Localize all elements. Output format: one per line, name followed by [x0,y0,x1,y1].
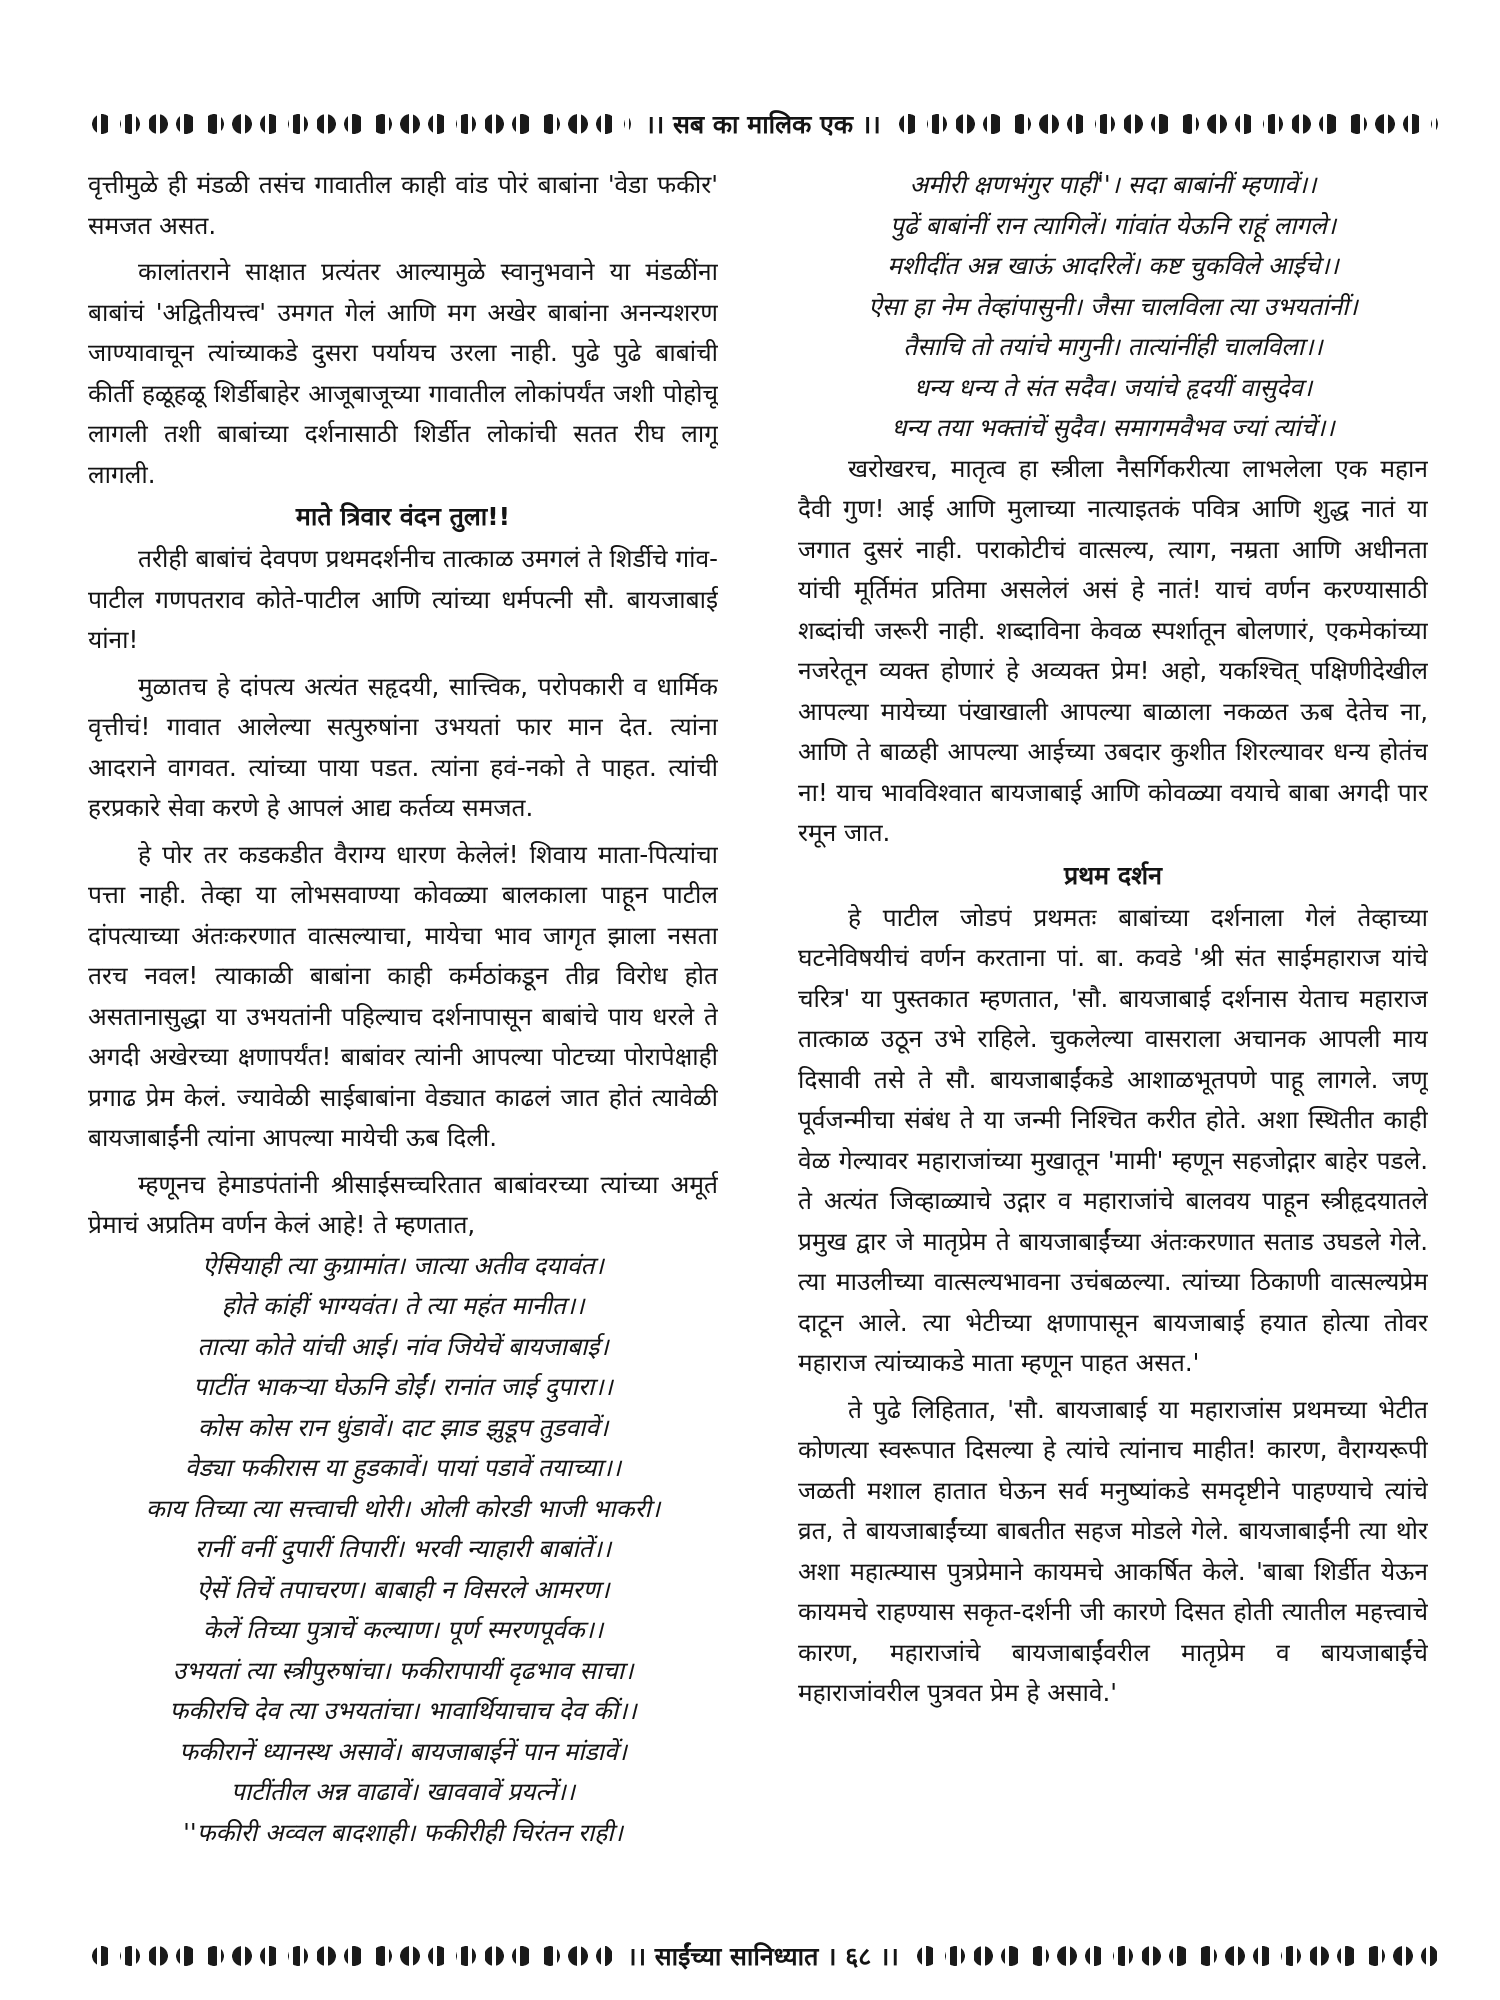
left-column [88,165,718,1925]
footer-ornament-left [88,1945,613,1967]
poem-line: अमीरी क्षणभंगुर पाहीं''। सदा बाबांनीं म्हणावें।। [909,170,1317,199]
left-paragraph-5: हे पोर तर कडकडीत वैराग्य धारण केलेलं! शिवाय माता-पित्यांचा पत्ता नाही. तेव्हा या लोभसवाण्या कोवळ्या बालकाला पाहून पाटील दांपत्याच्या अंतःकरणात वात्सल्याचा, मायेचा भाव जागृत झाला नसता तरच नवल! त्याकाळी बाबांना काही कर्मठांकडून तीव्र विरोध होत असतानासुद्धा या उभयतांनी पहिल्याच दर्शनापासून बाबांचे पाय धरले ते अगदी अखेरच्या क्षणापर्यंत! बाबांवर त्यांनी आपल्या पोटच्या पोरापेक्षाही प्रगाढ प्रेम केलं. ज्यावेळी साईबाबांना वेड्यात काढलं जात होतं त्यावेळी बायजाबाईंनी त्यांना आपल्या मायेची ऊब दिली. [88,839,718,1152]
right-paragraph-3: ते पुढे लिहितात, 'सौ. बायजाबाई या महाराजांस प्रथमच्या भेटीत कोणत्या स्वरूपात दिसल्या हे त्यांचे त्यांनाच माहीत! कारण, वैराग्यरूपी जळती मशाल हातात घेऊन सर्व मनुष्यांकडे समदृष्टीने पाहण्याचे त्यांचे व्रत, ते बायजाबाईंच्या बाबतीत सहज मोडले गेले. बायजाबाईंनी त्या थोर अशा महात्म्यास पुत्रप्रेमाने कायमचे आकर्षित केले. 'बाबा शिर्डीत येऊन कायमचे राहण्यास सकृत-दर्शनी जी कारणे दिसत होती त्यातील महत्त्वाचे कारण, महाराजांचे बायजाबाईंवरील मातृप्रेम व बायजाबाईंचे महाराजांवरील पुत्रवत प्रेम हे असावे.' [798,1394,1428,1707]
poem-line: पाटींत भाकऱ्या घेऊनि डोईं। रानांत जाई दुपारा।। [193,1372,613,1401]
section-heading-mother: माते त्रिवार वंदन तुला!! [295,502,511,531]
left-paragraph-3: तरीही बाबांचं देवपण प्रथमदर्शनीच तात्काळ उमगलं ते शिर्डीचे गांव-पाटील गणपतराव कोते-पाटील आणि त्यांच्या धर्मपत्नी सौ. बायजाबाई यांना! [88,544,718,654]
poem-line: मशीदींत अन्न खाऊं आदरिलें। कष्ट चुकविले आईचे।। [887,251,1339,280]
left-poem [88,1246,718,1854]
poem-line: उभयतां त्या स्त्रीपुरुषांचा। फकीरापायीं दृढभाव साचा। [172,1655,634,1685]
poem-line: पुढें बाबांनीं रान त्यागिलें। गांवांत येऊनि राहूं लागले। [890,210,1336,240]
left-paragraph-1: वृत्तीमुळे ही मंडळी तसंच गावातील काही वांड पोरं बाबांना 'वेडा फकीर' समजत असत. [88,170,718,240]
left-paragraph-6: म्हणूनच हेमाडपंतांनी श्रीसाईसच्चरितात बाबांवरच्या त्यांच्या अमूर्त प्रेमाचं अप्रतिम वर्णन केलं आहे! ते म्हणतात, [88,1169,718,1239]
header-ornament-left [88,113,631,135]
poem-line: कोस कोस रान धुंडावें। दाट झाड झुडूप तुडवावें। [197,1412,609,1442]
page-header [88,98,1438,150]
poem-line: रानीं वनीं दुपारीं तिपारीं। भरवी न्याहारी बाबांतें।। [194,1534,612,1563]
poem-line: होते कांहीं भाग्यवंत। ते त्या महंत मानीत।। [221,1291,585,1320]
poem-line: तात्या कोते यांची आई। नांव जियेचें बायजाबाई। [197,1331,609,1361]
header-title: ।। सब का मालिक एक ।। [645,110,881,139]
header-ornament-right [895,113,1438,135]
poem-line: केलें तिच्या पुत्राचें कल्याण। पूर्ण स्मरणपूर्वक।। [202,1615,604,1644]
right-paragraph-2: हे पाटील जोडपं प्रथमतः बाबांच्या दर्शनाला गेलं तेव्हाच्या घटनेविषयीचं वर्णन करताना पां. बा. कवडे 'श्री संत साईमहाराज यांचे चरित्र' या पुस्तकात म्हणतात, 'सौ. बायजाबाई दर्शनास येताच महाराज तात्काळ उठून उभे राहिले. चुकलेल्या वासराला अचानक आपली माय दिसावी तसे ते सौ. बायजाबाईंकडे आशाळभूतपणे पाहू लागले. जणू पूर्वजन्मीचा संबंध ते या जन्मी निश्चित करीत होते. अशा स्थितीत काही वेळ गेल्यावर महाराजांच्या मुखातून 'मामी' म्हणून सहजोद्गार बाहेर पडले. ते अत्यंत जिव्हाळ्याचे उद्गार व महाराजांचे बालवय पाहून स्त्रीहृदयातले प्रमुख द्वार जे मातृप्रेम ते बायजाबाईंच्या अंतःकरणात सताड उघडले गेले. त्या माउलीच्या वात्सल्यभावना उचंबळल्या. त्यांच्या ठिकाणी वात्सल्यप्रेम दाटून आले. त्या भेटीच्या क्षणापासून बायजाबाई हयात होत्या तोवर महाराज त्यांच्याकडे माता म्हणून पाहत असत.' [798,902,1428,1377]
right-paragraph-1: खरोखरच, मातृत्व हा स्त्रीला नैसर्गिकरीत्या लाभलेला एक महान दैवी गुण! आई आणि मुलाच्या नात्याइतकं पवित्र आणि शुद्ध नातं या जगात दुसरं नाही. पराकोटीचं वात्सल्य, त्याग, नम्रता आणि अधीनता यांची मूर्तिमंत प्रतिमा असलेलं असं हे नातं! याचं वर्णन करण्यासाठी शब्दांची जरूरी नाही. शब्दाविना केवळ स्पर्शातून बोलणारं, एकमेकांच्या नजरेतून व्यक्त होणारं हे अव्यक्त प्रेम! अहो, यकश्चित् पक्षिणीदेखील आपल्या मायेच्या पंखाखाली आपल्या बाळाला नकळत ऊब देतेच ना, आणि ते बाळही आपल्या आईच्या उबदार कुशीत शिरल्यावर धन्य होतंच ना! याच भावविश्वात बायजाबाई आणि कोवळ्या वयाचे बाबा अगदी पार रमून जात. [798,453,1428,847]
poem-line: फकीरानें ध्यानस्थ असावें। बायजाबाईनें पान मांडावें। [179,1736,627,1766]
poem-line: ''फकीरी अव्वल बादशाही। फकीरीही चिरंतन राही। [183,1817,623,1847]
left-paragraph-2: कालांतराने साक्षात प्रत्यंतर आल्यामुळे स्वानुभवाने या मंडळींना बाबांचं 'अद्वितीयत्त्व' उमगत गेलं आणि मग अखेर बाबांना अनन्यशरण जाण्यावाचून त्यांच्याकडे दुसरा पर्यायच उरला नाही. पुढे पुढे बाबांची कीर्ती हळूहळू शिर्डीबाहेर आजूबाजूच्या गावातील लोकांपर्यंत जशी पोहोचू लागली तशी बाबांच्या दर्शनासाठी शिर्डीत लोकांची सतत रीघ लागू लागली. [88,257,718,489]
right-column [798,165,1428,1925]
poem-line: धन्य धन्य ते संत सदैव। जयांचे हृदयीं वासुदेव। [913,372,1313,402]
poem-line: ऐसा हा नेम तेव्हांपासुनी। जैसा चालविला त्या उभयतांनीं। [868,291,1358,321]
poem-line: काय तिच्या त्या सत्त्वाची थोरी। ओली कोरडी भाजी भाकरी। [145,1493,661,1523]
poem-line: वेड्या फकीरास या हुडकावें। पायां पडावें तयाच्या।। [184,1453,622,1482]
poem-line: फकीरचि देव त्या उभयतांचा। भावार्थियाचाच देव कीं।। [169,1696,637,1725]
left-paragraph-4: मुळातच हे दांपत्य अत्यंत सहृदयी, सात्त्विक, परोपकारी व धार्मिक वृत्तीचं! गावात आलेल्या सत्पुरुषांना उभयतां फार मान देत. त्यांना आदराने वागवत. त्यांच्या पाया पडत. त्यांना हवं-नको ते पाहत. त्यांची हरप्रकारे सेवा करणे हे आपलं आद्य कर्तव्य समजत. [88,671,718,822]
footer-ornament-right [913,1945,1438,1967]
poem-line: तैसाचि तो तयांचे मागुनी। तात्यांनींही चालविला।। [903,332,1323,361]
poem-line: पाटींतील अन्न वाढावें। खाववावें प्रयत्नें।। [230,1777,576,1806]
footer-text: ।। साईंच्या सानिध्यात । ६८ ।। [627,1942,899,1971]
poem-line: धन्य तया भक्तांचें सुदैव। समागमवैभव ज्यां त्यांचें।। [891,413,1335,442]
right-poem [798,165,1428,449]
page-footer [88,1930,1438,1982]
poem-line: ऐसें तिचें तपाचरण। बाबाही न विसरले आमरण। [196,1574,610,1604]
section-heading-first-darshan: प्रथम दर्शन [1063,860,1162,890]
poem-line: ऐसियाही त्या कुग्रामांत। जात्या अतीव दयावंत। [202,1250,604,1280]
